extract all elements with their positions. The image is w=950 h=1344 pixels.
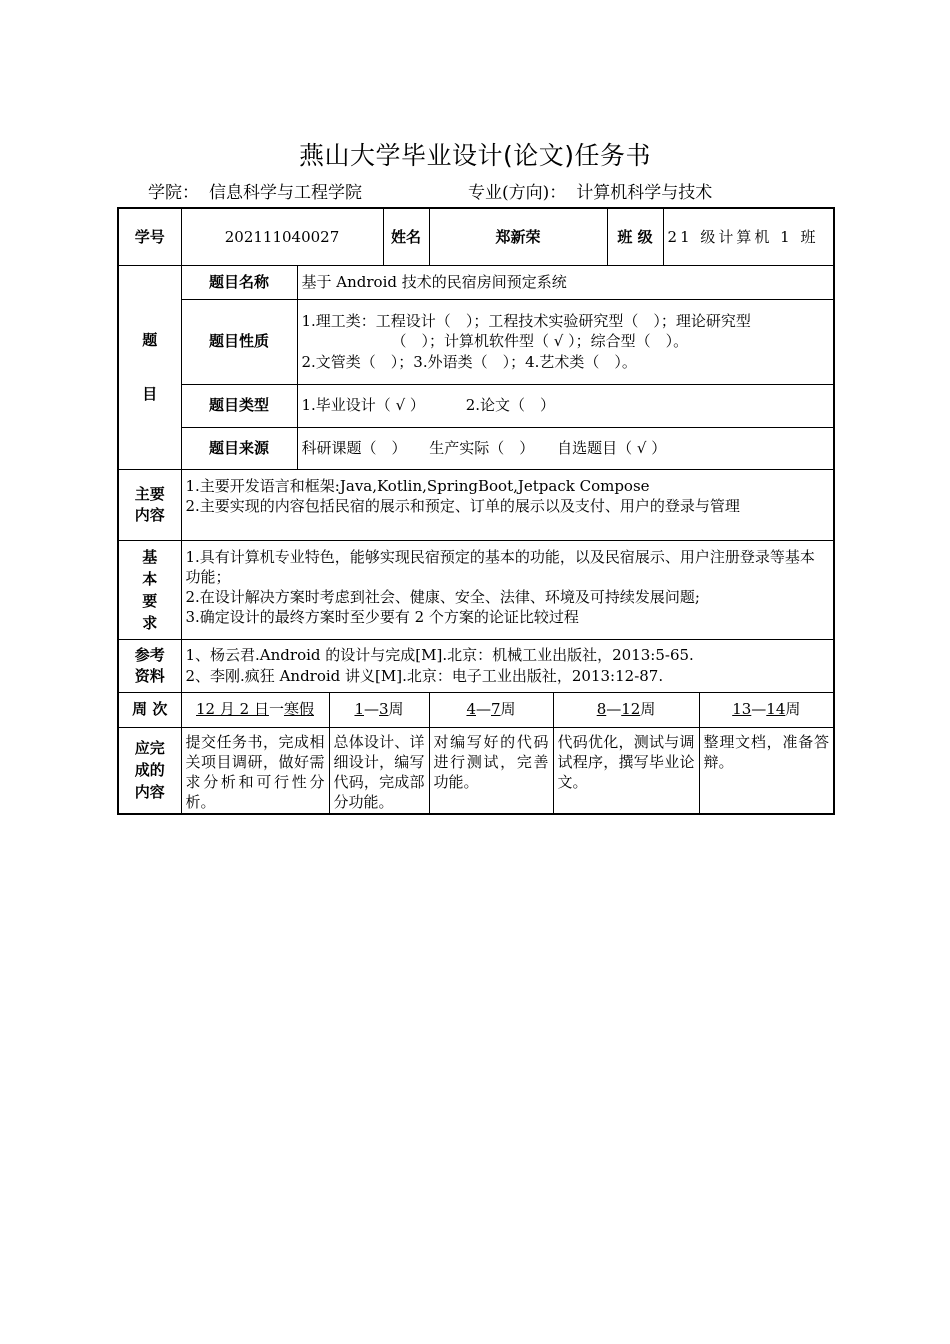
topic-nature-label: 题目性质 [181,299,297,384]
requirement-line-2: 2.在设计解决方案时考虑到社会、健康、安全、法律、环境及可持续发展问题; [185,588,700,606]
page-title: 燕山大学毕业设计(论文)任务书 [298,141,651,170]
type-option-design: 1.毕业设计（ √ ） [301,396,425,415]
major-label: 专业(方向)： [468,183,567,203]
references-label [118,639,181,692]
reference-line-1: 1、杨云君.Android 的设计与完成[M].北京：机械工业出版社，2013:5-65. [185,645,694,664]
requirements-label-char-2: 本 [142,569,158,588]
week-4-sep: — [606,700,622,719]
nature-line-3: 2.文管类（ ）；3.外语类（ ）；4.艺术类（ ）。 [301,352,637,371]
task-cell-4: 代码优化，测试与调试程序，撰写毕业论文。 [553,727,699,814]
source-option-production: 生产实际（ ） [429,438,535,457]
type-option-thesis: 2.论文（ ） [465,396,556,415]
week-cell-5 [699,692,834,727]
topic-nature-value [297,299,834,384]
task-cell-2: 总体设计、详细设计，编写代码，完成部分功能。 [329,727,429,814]
week-3-sep: — [476,700,491,719]
main-content-line-1: 1.主要开发语言和框架:Java,Kotlin,SpringBoot,Jetpack Compose [185,476,650,495]
topic-type-row [118,384,834,427]
requirements-label-char-4: 求 [142,613,158,632]
tasks-row [118,727,834,814]
week-label: 周 次 [118,692,181,727]
requirements-label [118,540,181,639]
week-row [118,692,834,727]
main-content-label-line-1: 主要 [134,485,165,504]
week-1-start: 12 月 2 日 [196,700,269,719]
references-value [181,639,834,692]
topic-source-label: 题目来源 [181,427,297,469]
major-value: 计算机科学与技术 [576,183,713,203]
week-4-start: 8 [596,700,607,719]
college-label: 学院： [148,183,199,203]
topic-type-label: 题目类型 [181,384,297,427]
topic-nature-row [118,299,834,384]
topic-source-row [118,427,834,469]
tasks-label-line-3: 内容 [134,783,165,802]
references-label-line-2: 资料 [134,666,165,685]
task-cell-5: 整理文档，准备答辩。 [699,727,834,814]
source-option-self: 自选题目（ √ ） [557,438,667,457]
student-id-label: 学号 [118,208,181,265]
topic-type-value [297,384,834,427]
week-cell-3 [429,692,553,727]
topic-label-char-2: 目 [142,385,158,403]
week-cell-4 [553,692,699,727]
topic-section-label [118,265,181,469]
tasks-label [118,727,181,814]
requirements-label-char-3: 要 [142,591,158,610]
references-row [118,639,834,692]
student-id-value: 202111040027 [181,208,383,265]
task-cell-3: 对编写好的代码进行测试，完善功能。 [429,727,553,814]
reference-line-2: 2、李刚.疯狂 Android 讲义[M].北京：电子工业出版社，2013:12-87. [185,666,664,685]
college-value: 信息科学与工程学院 [209,183,362,203]
nature-line-1: 1.理工类：工程设计（ ）；工程技术实验研究型（ ）；理论研究型 [301,312,751,331]
week-2-end: 3 [379,700,389,719]
main-content-label [118,469,181,540]
topic-name-row [118,265,834,299]
week-5-suffix: 周 [785,700,801,719]
requirements-value [181,540,834,639]
nature-line-2: （ ）；计算机软件型（ √ ）；综合型（ ）。 [391,332,689,351]
topic-name-value: 基于 Android 技术的民宿房间预定系统 [297,265,834,299]
week-2-suffix: 周 [388,700,404,719]
references-label-line-1: 参考 [134,646,165,665]
requirement-line-3: 3.确定设计的最终方案时至少要有 2 个方案的论证比较过程 [185,608,579,627]
week-cell-2 [329,692,429,727]
task-cell-1: 提交任务书，完成相关项目调研，做好需求分析和可行性分析。 [181,727,329,814]
task-book-table [117,207,835,815]
week-1-end: 寒假 [283,700,314,719]
tasks-label-line-2: 成的 [134,761,165,780]
student-name-label: 姓名 [383,208,429,265]
week-1-sep: 一 [268,700,284,719]
main-content-row [118,469,834,540]
requirements-label-char-1: 基 [142,547,158,566]
week-2-sep: — [364,700,379,719]
week-5-start: 13 [732,700,752,719]
main-content-line-2: 2.主要实现的内容包括民宿的展示和预定、订单的展示以及支付、用户的登录与管理 [185,496,740,515]
topic-label-char-1: 题 [142,330,158,349]
tasks-label-line-1: 应完 [134,739,165,758]
topic-source-value [297,427,834,469]
week-cell-1 [181,692,329,727]
week-3-end: 7 [491,700,501,719]
topic-name-label: 题目名称 [181,265,297,299]
week-3-suffix: 周 [500,700,516,719]
week-2-start: 1 [354,700,364,719]
week-5-sep: — [751,700,767,719]
class-label: 班 级 [607,208,663,265]
week-4-suffix: 周 [640,700,656,719]
student-row [118,208,834,265]
week-4-end: 12 [621,700,641,719]
requirements-row [118,540,834,639]
source-option-research: 科研课题（ ） [301,438,407,457]
student-name-value: 郑新荣 [429,208,607,265]
week-3-start: 4 [466,700,476,719]
requirement-line-1: 1.具有计算机专业特色，能够实现民宿预定的基本的功能，以及民宿展示、用户注册登录等基本功能； [185,547,815,586]
main-content-value [181,469,834,540]
class-value: 21 级计算机 1 班 [663,208,834,265]
main-content-label-line-2: 内容 [134,505,165,524]
week-5-end: 14 [766,700,786,719]
major-field [468,178,712,203]
college-field [148,178,362,203]
